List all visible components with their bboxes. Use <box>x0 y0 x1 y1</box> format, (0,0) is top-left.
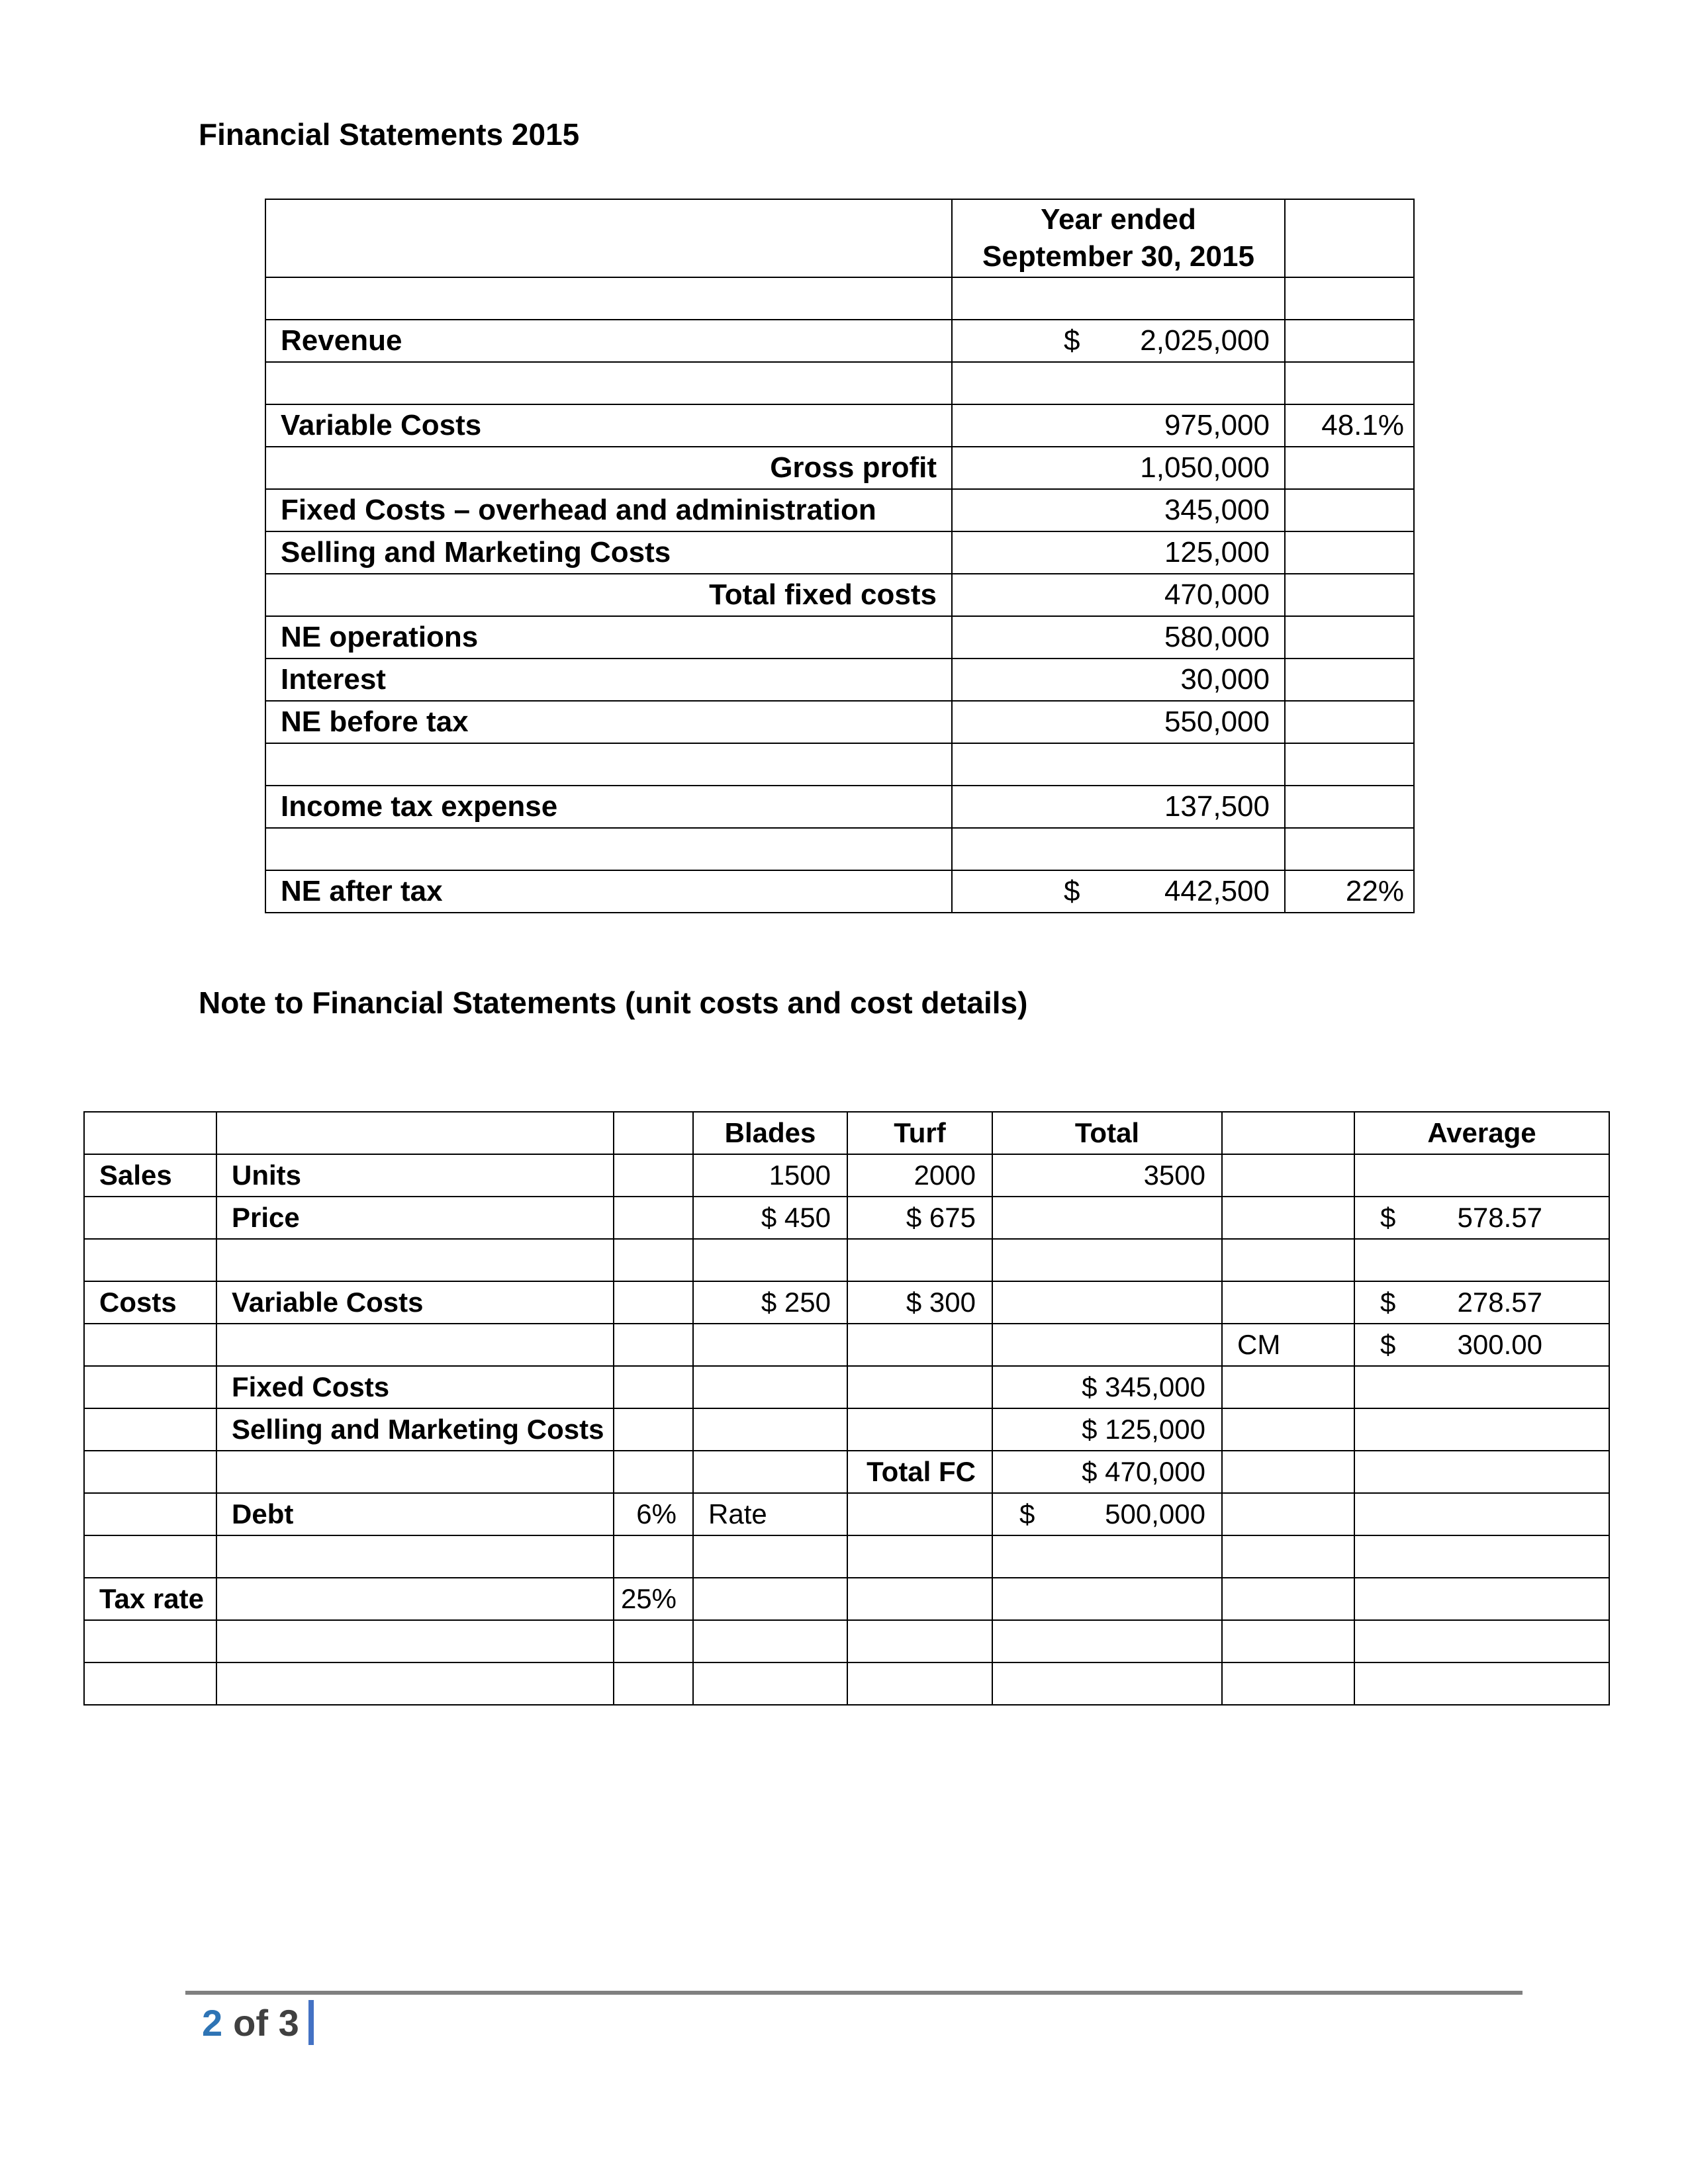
variable-costs-percent: 48.1% <box>1285 404 1414 447</box>
blank-row <box>84 1620 1609 1662</box>
units-total: 3500 <box>992 1154 1222 1197</box>
price-average-cell <box>1355 1202 1609 1234</box>
variable-costs-average-cell <box>1355 1287 1609 1318</box>
blank-row <box>84 1239 1609 1281</box>
price-label: Price <box>216 1197 614 1239</box>
price-row <box>84 1197 1609 1239</box>
costs-section-label: Costs <box>84 1281 216 1324</box>
ne-after-tax-value-cell <box>953 875 1284 908</box>
cm-label: CM <box>1222 1324 1354 1366</box>
blades-header: Blades <box>693 1112 847 1154</box>
ne-before-tax-row <box>265 701 1414 743</box>
currency-symbol: $ <box>1064 324 1080 357</box>
note-title: Note to Financial Statements (unit costs and cost details) <box>199 985 1028 1020</box>
fixed-costs-total: $ 345,000 <box>992 1366 1222 1408</box>
blank-row <box>265 828 1414 870</box>
currency-symbol: $ <box>1064 875 1080 907</box>
period-line2: September 30, 2015 <box>982 240 1254 273</box>
ne-operations-label: NE operations <box>265 616 952 659</box>
price-turf: $ 675 <box>847 1197 992 1239</box>
cm-average: 300.00 <box>1457 1329 1542 1360</box>
tax-rate-row <box>84 1578 1609 1620</box>
debt-rate-label: Rate <box>693 1493 847 1535</box>
revenue-value-cell <box>953 324 1284 357</box>
debt-label: Debt <box>216 1493 614 1535</box>
ne-before-tax-value: 550,000 <box>952 701 1285 743</box>
income-tax-label: Income tax expense <box>265 786 952 828</box>
gross-profit-row <box>265 447 1414 489</box>
selling-marketing-row <box>265 531 1414 574</box>
tax-rate-value: 25% <box>614 1578 693 1620</box>
selling-marketing-value: 125,000 <box>952 531 1285 574</box>
variable-costs-blades: $ 250 <box>693 1281 847 1324</box>
ne-after-tax-label: NE after tax <box>265 870 952 913</box>
debt-total-cell <box>993 1498 1221 1530</box>
period-header <box>952 199 1285 277</box>
currency-symbol: $ <box>1380 1202 1396 1233</box>
total-fc-row <box>84 1451 1609 1493</box>
fixed-costs-value: 345,000 <box>952 489 1285 531</box>
income-tax-value: 137,500 <box>952 786 1285 828</box>
footer-rule <box>185 1991 1523 1995</box>
unit-cost-table <box>83 1111 1610 1706</box>
period-line1: Year ended <box>1041 203 1196 236</box>
price-blades: $ 450 <box>693 1197 847 1239</box>
currency-symbol: $ <box>1019 1498 1035 1529</box>
tax-rate-label: Tax rate <box>84 1578 216 1620</box>
units-turf: 2000 <box>847 1154 992 1197</box>
sales-section-label: Sales <box>84 1154 216 1197</box>
footer-accent-bar <box>308 2000 314 2045</box>
blank-row <box>265 362 1414 404</box>
total-fixed-costs-row <box>265 574 1414 616</box>
total-fc-label: Total FC <box>847 1451 992 1493</box>
units-blades: 1500 <box>693 1154 847 1197</box>
column-header-row <box>84 1112 1609 1154</box>
units-label: Units <box>216 1154 614 1197</box>
interest-label: Interest <box>265 659 952 701</box>
variable-costs-label: Variable Costs <box>216 1281 614 1324</box>
blank-row <box>84 1662 1609 1705</box>
fixed-costs-label: Fixed Costs <box>216 1366 614 1408</box>
total-fixed-costs-label: Total fixed costs <box>265 574 952 616</box>
selling-marketing-label: Selling and Marketing Costs <box>216 1408 614 1451</box>
debt-rate-percent: 6% <box>614 1493 693 1535</box>
page-number-current: 2 <box>202 2001 223 2044</box>
cm-row <box>84 1324 1609 1366</box>
currency-symbol: $ <box>1380 1287 1396 1318</box>
fixed-costs-row <box>265 489 1414 531</box>
ne-before-tax-label: NE before tax <box>265 701 952 743</box>
ne-after-tax-percent: 22% <box>1285 870 1414 913</box>
fixed-costs-row <box>84 1366 1609 1408</box>
variable-costs-value: 975,000 <box>952 404 1285 447</box>
total-fc-total: $ 470,000 <box>992 1451 1222 1493</box>
currency-symbol: $ <box>1380 1329 1396 1360</box>
interest-value: 30,000 <box>952 659 1285 701</box>
gross-profit-value: 1,050,000 <box>952 447 1285 489</box>
interest-row <box>265 659 1414 701</box>
period-header-row <box>265 199 1414 277</box>
average-header: Average <box>1354 1112 1609 1154</box>
ne-after-tax-value: 442,500 <box>1164 875 1270 907</box>
page-title: Financial Statements 2015 <box>199 117 580 152</box>
gross-profit-label: Gross profit <box>265 447 952 489</box>
cm-average-cell <box>1355 1329 1609 1361</box>
fixed-costs-label: Fixed Costs – overhead and administration <box>265 489 952 531</box>
price-average: 578.57 <box>1457 1202 1542 1233</box>
selling-marketing-label: Selling and Marketing Costs <box>265 531 952 574</box>
ne-after-tax-row <box>265 870 1414 913</box>
blank-row <box>265 743 1414 786</box>
ne-operations-row <box>265 616 1414 659</box>
selling-marketing-row <box>84 1408 1609 1451</box>
variable-costs-turf: $ 300 <box>847 1281 992 1324</box>
blank-row <box>265 277 1414 320</box>
debt-total: 500,000 <box>1105 1498 1205 1529</box>
page-number <box>202 2000 314 2045</box>
revenue-label: Revenue <box>265 320 952 362</box>
variable-costs-average: 278.57 <box>1457 1287 1542 1318</box>
variable-costs-row <box>84 1281 1609 1324</box>
debt-row <box>84 1493 1609 1535</box>
variable-costs-label: Variable Costs <box>265 404 952 447</box>
ne-operations-value: 580,000 <box>952 616 1285 659</box>
units-row <box>84 1154 1609 1197</box>
revenue-value: 2,025,000 <box>1140 324 1270 357</box>
blank-row <box>84 1535 1609 1578</box>
turf-header: Turf <box>847 1112 992 1154</box>
total-header: Total <box>992 1112 1222 1154</box>
income-statement-table <box>265 199 1415 913</box>
variable-costs-row <box>265 404 1414 447</box>
income-tax-row <box>265 786 1414 828</box>
total-fixed-costs-value: 470,000 <box>952 574 1285 616</box>
revenue-row <box>265 320 1414 362</box>
selling-marketing-total: $ 125,000 <box>992 1408 1222 1451</box>
page-number-of: of 3 <box>233 2001 299 2044</box>
